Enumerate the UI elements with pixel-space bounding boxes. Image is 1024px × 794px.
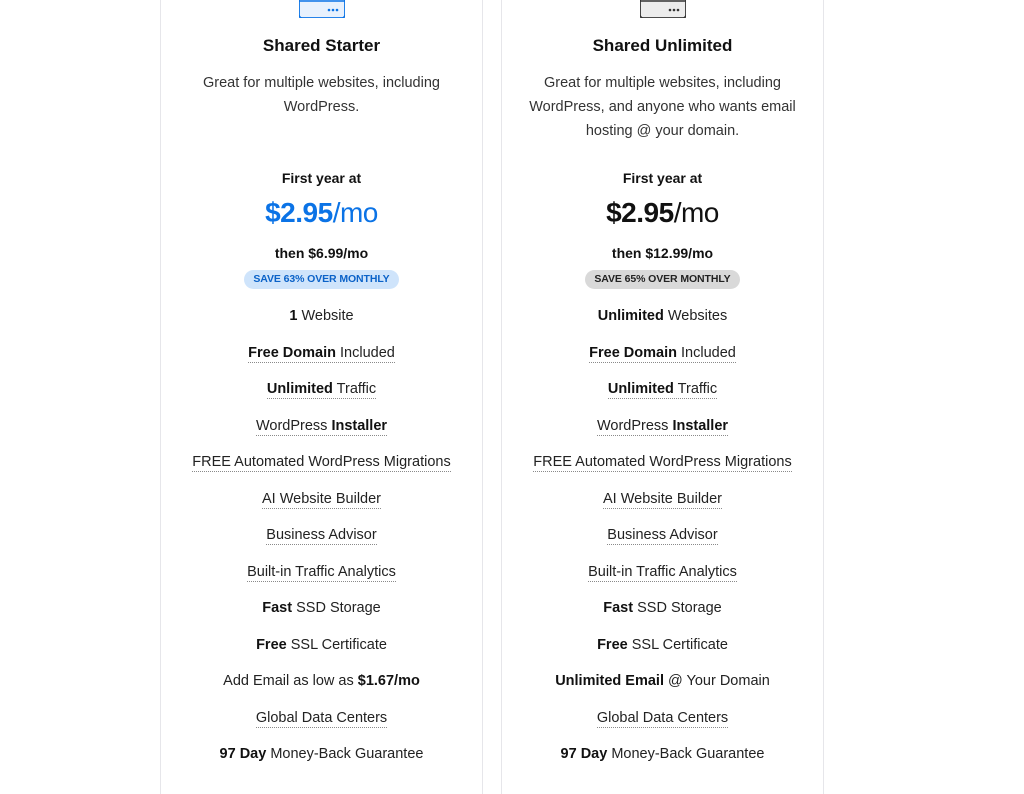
feature-item: [502, 671, 823, 708]
feature-label: Built-in Traffic Analytics: [247, 563, 396, 580]
feature-text[interactable]: [588, 564, 737, 582]
feature-label: Business Advisor: [266, 527, 377, 543]
feature-item: [161, 306, 482, 343]
feature-item: [161, 452, 482, 489]
feature-label: Global Data Centers: [596, 709, 729, 726]
renewal-price: then $6.99/mo: [274, 245, 369, 261]
feature-item: [161, 598, 482, 635]
feature-label: AI Website Builder: [602, 490, 722, 507]
feature-highlight: Free: [597, 636, 628, 653]
feature-text: [220, 746, 424, 762]
feature-highlight: Installer: [672, 417, 729, 434]
plan-name: Shared Unlimited: [592, 36, 733, 55]
feature-highlight: $1.67/mo: [357, 673, 420, 689]
feature-item: [502, 379, 823, 416]
feature-item: [161, 416, 482, 453]
feature-label: WordPress: [596, 417, 673, 434]
feature-item: [502, 452, 823, 489]
feature-label: Business Advisor: [607, 527, 718, 543]
feature-item: [502, 744, 823, 781]
feature-label: Add Email as low as: [223, 673, 358, 689]
feature-item: [502, 598, 823, 635]
feature-label: Global Data Centers: [255, 709, 388, 726]
feature-text[interactable]: [262, 491, 381, 509]
feature-text: [555, 673, 770, 689]
price-amount: $2.95: [606, 197, 674, 228]
first-year-label: First year at: [281, 170, 362, 186]
feature-label: SSL Certificate: [286, 636, 387, 653]
feature-highlight: Fast: [262, 600, 293, 616]
feature-text: [223, 673, 420, 689]
feature-highlight: Unlimited Email: [555, 673, 664, 689]
feature-text: [289, 308, 353, 324]
feature-highlight: Fast: [603, 600, 634, 616]
feature-highlight: Free Domain: [589, 344, 677, 361]
plan-price: [502, 197, 823, 229]
feature-item: [502, 489, 823, 526]
feature-label: Money-Back Guarantee: [607, 746, 765, 762]
feature-label: Included: [676, 344, 736, 361]
feature-text[interactable]: [608, 381, 717, 399]
feature-list: [502, 306, 823, 781]
feature-label: WordPress: [255, 417, 332, 434]
feature-text[interactable]: [597, 418, 728, 436]
feature-text[interactable]: [603, 491, 722, 509]
feature-label: Traffic: [332, 381, 377, 397]
feature-label: SSD Storage: [292, 600, 381, 616]
feature-item: [161, 744, 482, 781]
feature-text[interactable]: [533, 454, 791, 472]
feature-item: [161, 525, 482, 562]
feature-text[interactable]: [247, 564, 396, 582]
feature-text: [262, 600, 381, 616]
feature-highlight: 97 Day: [219, 746, 267, 762]
feature-label: SSL Certificate: [627, 636, 728, 653]
feature-text: [598, 308, 727, 324]
plan-card-shared-unlimited: [501, 0, 824, 794]
feature-label: Traffic: [673, 381, 718, 397]
feature-text[interactable]: [256, 710, 387, 728]
feature-text: [256, 637, 387, 653]
feature-text[interactable]: [589, 345, 736, 363]
feature-item: [502, 343, 823, 380]
feature-text[interactable]: [597, 710, 728, 728]
feature-text[interactable]: [192, 454, 450, 472]
feature-label: Websites: [663, 308, 728, 324]
feature-item: [502, 416, 823, 453]
plan-price: [161, 197, 482, 229]
feature-highlight: 97 Day: [560, 746, 608, 762]
feature-highlight: Free: [256, 636, 287, 653]
feature-item: [161, 708, 482, 745]
feature-label: FREE Automated WordPress Migrations: [533, 454, 792, 470]
savings-badge: SAVE 63% OVER MONTHLY: [244, 270, 398, 289]
feature-text[interactable]: [607, 527, 717, 545]
feature-item: [161, 379, 482, 416]
plan-description: Great for multiple websites, including WordPress.: [203, 75, 440, 115]
feature-item: [502, 635, 823, 672]
feature-highlight: 1: [289, 308, 298, 324]
feature-highlight: Unlimited: [607, 381, 674, 397]
feature-label: Built-in Traffic Analytics: [588, 563, 737, 580]
feature-highlight: Free Domain: [248, 344, 336, 361]
feature-label: Website: [297, 308, 354, 324]
plan-name: Shared Starter: [262, 36, 381, 55]
first-year-label: First year at: [622, 170, 703, 186]
feature-text: [597, 637, 728, 653]
feature-highlight: Unlimited: [597, 308, 664, 324]
savings-badge: SAVE 65% OVER MONTHLY: [585, 270, 739, 289]
feature-text[interactable]: [267, 381, 376, 399]
feature-list: [161, 306, 482, 781]
server-icon: [299, 0, 345, 18]
feature-item: [502, 306, 823, 343]
feature-item: [161, 671, 482, 708]
price-unit: /mo: [673, 197, 719, 228]
feature-item: [502, 525, 823, 562]
feature-label: FREE Automated WordPress Migrations: [192, 454, 451, 470]
feature-text: [561, 746, 765, 762]
plan-card-shared-starter: [160, 0, 483, 794]
feature-item: [502, 562, 823, 599]
feature-text[interactable]: [266, 527, 376, 545]
feature-item: [161, 635, 482, 672]
feature-label: SSD Storage: [633, 600, 722, 616]
price-amount: $2.95: [265, 197, 333, 228]
feature-item: [502, 708, 823, 745]
feature-item: [161, 562, 482, 599]
price-unit: /mo: [332, 197, 378, 228]
feature-text[interactable]: [256, 418, 387, 436]
feature-item: [161, 489, 482, 526]
plan-description: Great for multiple websites, including WordPress, and anyone who wants email hosting @ your domain.: [529, 75, 796, 139]
feature-label: Included: [335, 344, 395, 361]
feature-highlight: Installer: [331, 417, 388, 434]
feature-label: Money-Back Guarantee: [266, 746, 424, 762]
server-icon: [640, 0, 686, 18]
feature-label: AI Website Builder: [261, 490, 381, 507]
feature-text: [603, 600, 722, 616]
renewal-price: then $12.99/mo: [611, 245, 714, 261]
feature-label: @ Your Domain: [663, 673, 770, 689]
feature-item: [161, 343, 482, 380]
feature-highlight: Unlimited: [266, 381, 333, 397]
feature-text[interactable]: [248, 345, 395, 363]
